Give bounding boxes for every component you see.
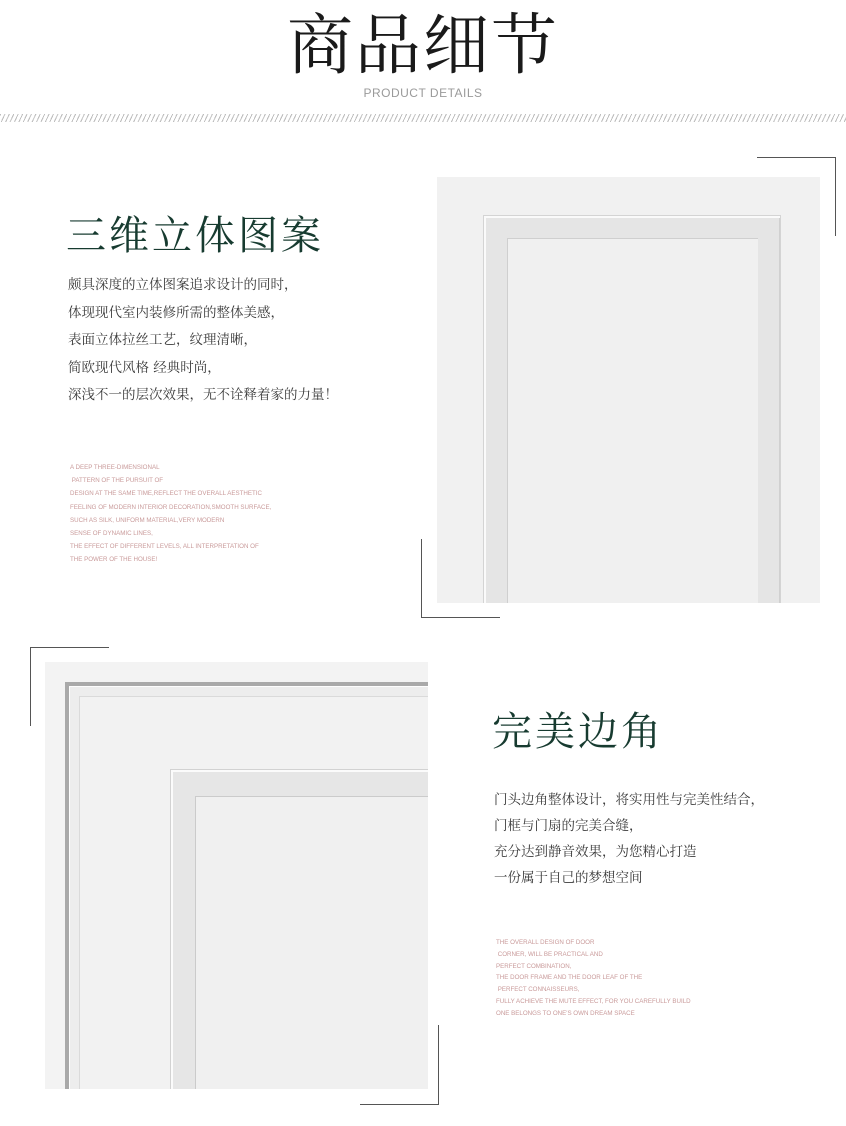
section-1-body-line: 简欧现代风格 经典时尚，	[68, 359, 221, 376]
door-corner-image	[45, 662, 428, 1089]
section-1-english-line: THE EFFECT OF DIFFERENT LEVELS, ALL INTERPRETATION OF	[70, 543, 259, 551]
section-1-body	[68, 272, 338, 410]
section-2-english-line: ONE BELONGS TO ONE'S OWN DREAM SPACE	[496, 1009, 635, 1017]
section-1-body-line: 颇具深度的立体图案追求设计的同时，	[68, 277, 298, 293]
section-1-english-line: A DEEP THREE-DIMENSIONAL	[70, 464, 160, 471]
section-2-english-line: PERFECT CONNAISSEURS,	[496, 986, 580, 994]
raised-panel-bevel	[170, 769, 428, 1089]
section-1-english-line: SENSE OF DYNAMIC LINES,	[70, 529, 153, 537]
corner-bracket-line	[421, 617, 500, 618]
section-1-english-line: DESIGN AT THE SAME TIME,REFLECT THE OVERALL AESTHETIC	[70, 490, 262, 498]
hatched-divider	[0, 114, 846, 122]
section-1-english-line: FEELING OF MODERN INTERIOR DECORATION,SMOOTH SURFACE,	[70, 503, 272, 511]
door-panel-image	[437, 177, 820, 603]
section-1-english-line: THE POWER OF THE HOUSE!	[70, 556, 158, 564]
section-1-english-line: SUCH AS SILK, UNIFORM MATERIAL,VERY MODERN	[70, 516, 225, 524]
page-subtitle: PRODUCT DETAILS	[363, 86, 483, 100]
section-2-english-line: FULLY ACHIEVE THE MUTE EFFECT, FOR YOU CAREFULLY BUILD	[496, 997, 691, 1005]
section-2-body-line: 门头边角整体设计，将实用性与完美性结合，	[494, 792, 764, 808]
corner-bracket-line	[835, 157, 836, 236]
section-2-body-line: 一份属于自己的梦想空间	[494, 870, 643, 886]
door-frame-edge	[65, 682, 428, 1089]
corner-bracket-line	[360, 1104, 439, 1105]
door-frame-inner	[79, 696, 428, 1089]
raised-panel-bevel	[483, 215, 781, 603]
section-1-english-text	[70, 461, 271, 567]
raised-panel-field	[507, 238, 758, 603]
section-1-english-line: PATTERN OF THE PURSUIT OF	[70, 477, 164, 485]
section-2-title: 完美边角	[492, 709, 664, 755]
corner-bracket-line	[757, 157, 836, 158]
corner-bracket-line	[30, 647, 31, 726]
section-2-english-line: THE OVERALL DESIGN OF DOOR	[496, 939, 595, 946]
page-title: 商品细节	[287, 7, 559, 84]
section-2-body-line: 门框与门扇的完美合缝，	[494, 818, 643, 834]
section-1-title: 三维立体图案	[66, 213, 324, 259]
section-2-english-line: CORNER, WILL BE PRACTICAL AND	[496, 950, 603, 958]
corner-bracket-line	[438, 1025, 439, 1104]
section-1-body-line: 体现现代室内装修所需的整体美感，	[68, 304, 284, 321]
section-2-body	[494, 787, 764, 891]
section-1-body-line: 深浅不一的层次效果，无不诠释着家的力量！	[68, 387, 338, 403]
section-2-english-line: THE DOOR FRAME AND THE DOOR LEAF OF THE	[496, 974, 643, 982]
section-2-english-line: PERFECT COMBINATION,	[496, 962, 572, 970]
corner-bracket-line	[421, 539, 422, 618]
section-1-body-line: 表面立体拉丝工艺，纹理清晰，	[68, 332, 257, 348]
raised-panel-field	[195, 796, 428, 1089]
section-2-english-text	[496, 937, 691, 1020]
section-2-body-line: 充分达到静音效果，为您精心打造	[494, 844, 697, 860]
corner-bracket-line	[30, 647, 109, 648]
